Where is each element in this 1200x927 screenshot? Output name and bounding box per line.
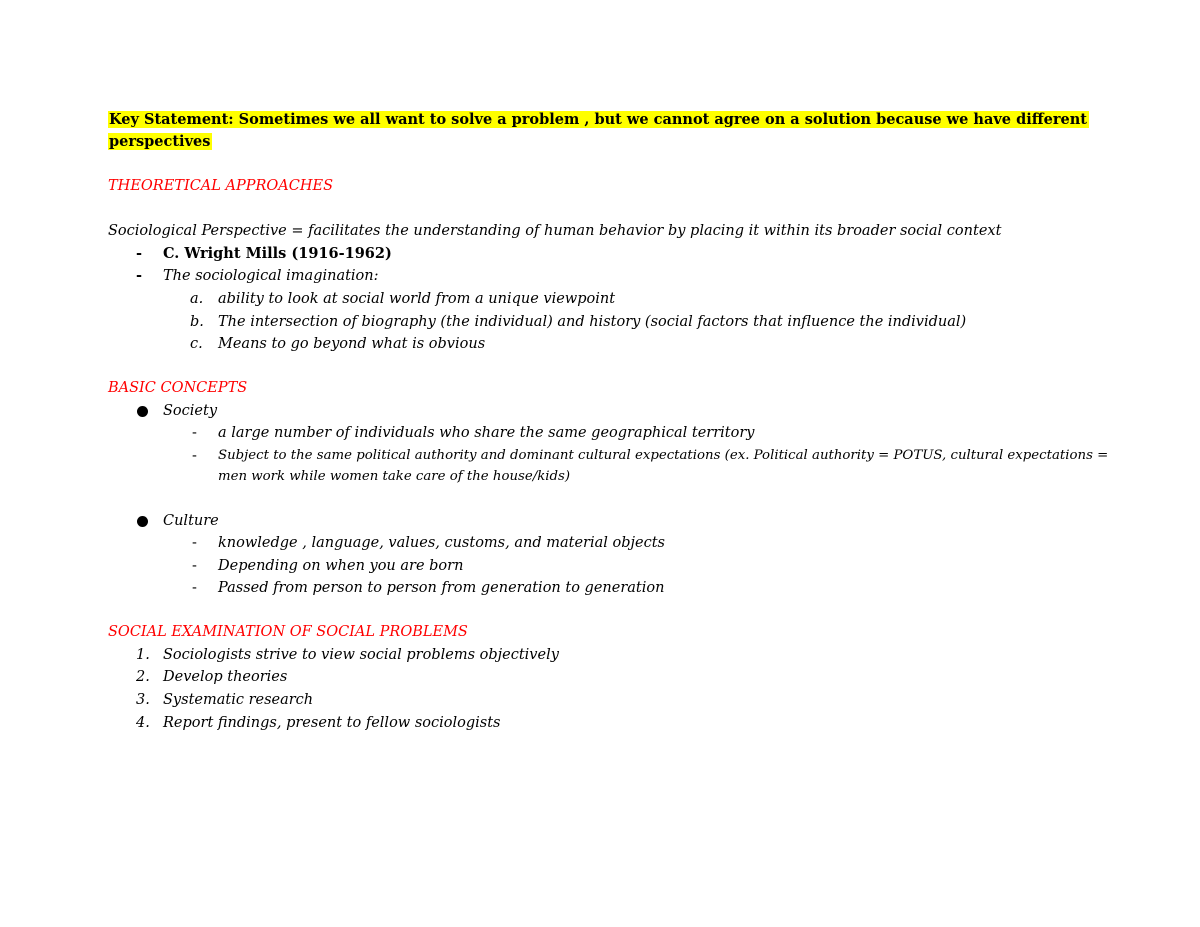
culture-item-text: Depending on when you are born	[218, 558, 464, 574]
dash-marker: -	[192, 425, 197, 441]
culture-item-text: Passed from person to person from generation to generation	[218, 580, 665, 596]
numbered-item-text: Develop theories	[163, 669, 288, 685]
bullet-c-wright-mills: C. Wright Mills (1916-1962)	[163, 245, 392, 262]
numbered-marker: 2.	[136, 669, 150, 685]
key-statement-line-1	[108, 109, 1089, 131]
bullet-dot-icon	[137, 406, 148, 417]
dash-marker: -	[192, 535, 197, 551]
heading-basic-concepts: BASIC CONCEPTS	[108, 380, 248, 396]
sub-item-text: Means to go beyond what is obvious	[218, 336, 486, 352]
sub-item-text: The intersection of biography (the individual) and history (social factors that influence the individual)	[218, 314, 967, 330]
key-statement-text-2: perspectives	[109, 133, 211, 150]
bullet-dash: -	[136, 245, 143, 262]
society-item-text: a large number of individuals who share the same geographical territory	[218, 425, 755, 441]
numbered-item-text: Report findings, present to fellow sociologists	[163, 715, 501, 731]
key-statement-line-2	[108, 131, 212, 153]
heading-theoretical-approaches: THEORETICAL APPROACHES	[108, 178, 334, 194]
sub-item-text: ability to look at social world from a unique viewpoint	[218, 291, 616, 307]
dash-marker: -	[192, 580, 197, 596]
sociological-perspective-definition: Sociological Perspective = facilitates the understanding of human behavior by placing it within its broader social context	[108, 223, 1002, 239]
bullet-dot-icon	[137, 516, 148, 527]
numbered-item-text: Systematic research	[163, 692, 314, 708]
sub-item-marker: c.	[190, 336, 203, 352]
society-label: Society	[163, 403, 218, 419]
society-item-text: Subject to the same political authority and dominant cultural expectations (ex. Political authority = POTUS, cultural expectations =	[218, 448, 1109, 463]
numbered-marker: 3.	[136, 692, 150, 708]
dash-marker: -	[192, 558, 197, 574]
numbered-marker: 1.	[136, 647, 150, 663]
culture-item-text: knowledge , language, values, customs, and material objects	[218, 535, 665, 551]
bullet-dash: -	[136, 267, 143, 284]
bullet-sociological-imagination: The sociological imagination:	[163, 268, 379, 284]
key-statement-text-1: Key Statement: Sometimes we all want to solve a problem , but we cannot agree on a solution because we have different	[109, 111, 1087, 128]
sub-item-marker: b.	[190, 314, 204, 330]
culture-label: Culture	[163, 513, 219, 529]
society-item-continuation: men work while women take care of the house/kids)	[218, 469, 571, 484]
heading-social-examination: SOCIAL EXAMINATION OF SOCIAL PROBLEMS	[108, 624, 468, 640]
sub-item-marker: a.	[190, 291, 204, 307]
numbered-item-text: Sociologists strive to view social problems objectively	[163, 647, 559, 663]
numbered-marker: 4.	[136, 715, 150, 731]
dash-marker: -	[192, 448, 197, 464]
